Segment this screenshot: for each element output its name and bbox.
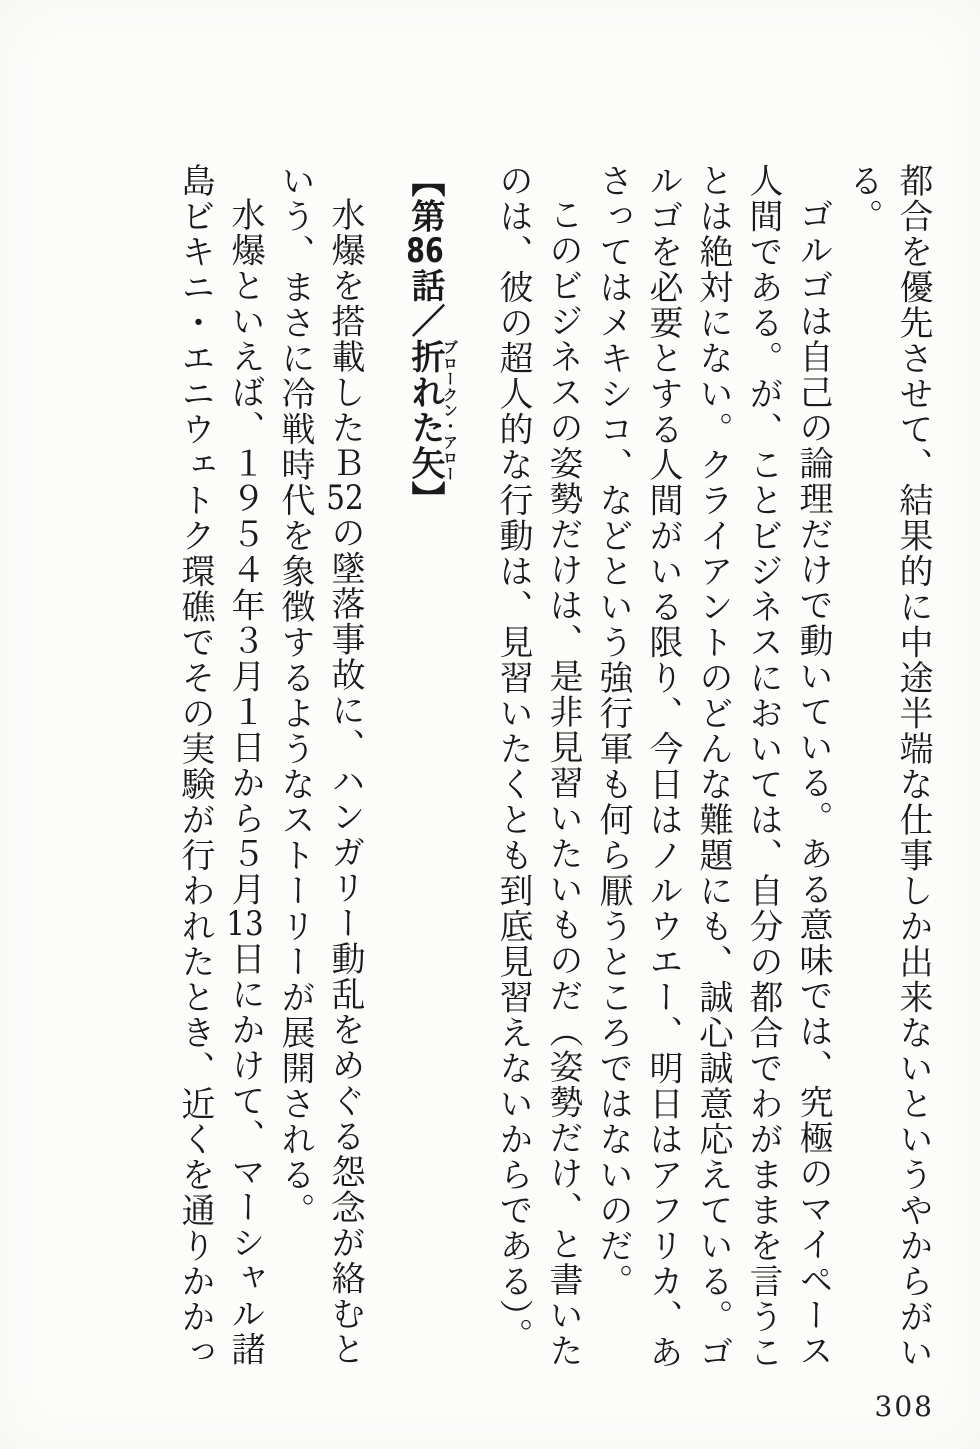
heading-title-furigana: ブロークン・アロー [441, 339, 459, 481]
heading-title: 折れた矢 [405, 339, 445, 481]
paragraph-b52-story-text: 水爆を搭載したＢ [325, 197, 365, 481]
paragraph-hbomb-text-rest: 日にかけて、マーシャル諸島ビキニ・エニウェトク環礁でその実験が行われたとき、近くを通りかかっ [175, 163, 265, 1370]
paragraph-b52-number: 52 [326, 481, 364, 515]
heading-title-ruby-group [405, 339, 459, 481]
paragraph-golgo-logic: ゴルゴは自己の論理だけで動いている。ある意味では、究極のマイペース人間である。が、ことビジネスにおいては、自分の都合でわがままを言うことは絶対にない。クライアントのどんな難題にも、誠心誠意応えている。ゴルゴを必要とする人間がいる限り、今日はノルウエー、明日はアフリカ、あさってはメキシコ、などという強行軍も何ら厭うところではないのだ。 [593, 163, 833, 1370]
paragraph-hbomb-text: 水爆といえば、１９５４年３月１日から５月 [225, 197, 265, 907]
page-number: 308 [874, 1390, 934, 1423]
heading-episode-prefix: 第 [405, 198, 445, 234]
paragraph-hbomb-tests [170, 163, 270, 1371]
heading-close-bracket: 】 [405, 481, 445, 517]
heading-open-bracket: 【 [405, 163, 445, 199]
heading-episode-number: 86 [406, 234, 444, 268]
vertical-text-block [170, 163, 938, 1371]
paragraph-b52-story [270, 163, 370, 1371]
paragraph-continuation: 都合を優先させて、結果的に中途半端な仕事しか出来ないというやからがいる。 [843, 163, 933, 1370]
chapter-heading [400, 163, 458, 1371]
paragraph-business-stance: このビジネスの姿勢だけは、是非見習いたいものだ（姿勢だけ、と書いたのは、彼の超人的な行動は、見習いたくとも到底見習えないからである）。 [493, 163, 583, 1369]
paragraph-hbomb-day-number: 13 [226, 907, 264, 941]
paragraph-b52-story-rest: の墜落事故に、ハンガリー動乱をめぐる怨念が絡むという、まさに冷戦時代を象徴するようなストーリーが展開される。 [275, 163, 365, 1367]
heading-episode-suffix: 話／ [405, 268, 445, 339]
